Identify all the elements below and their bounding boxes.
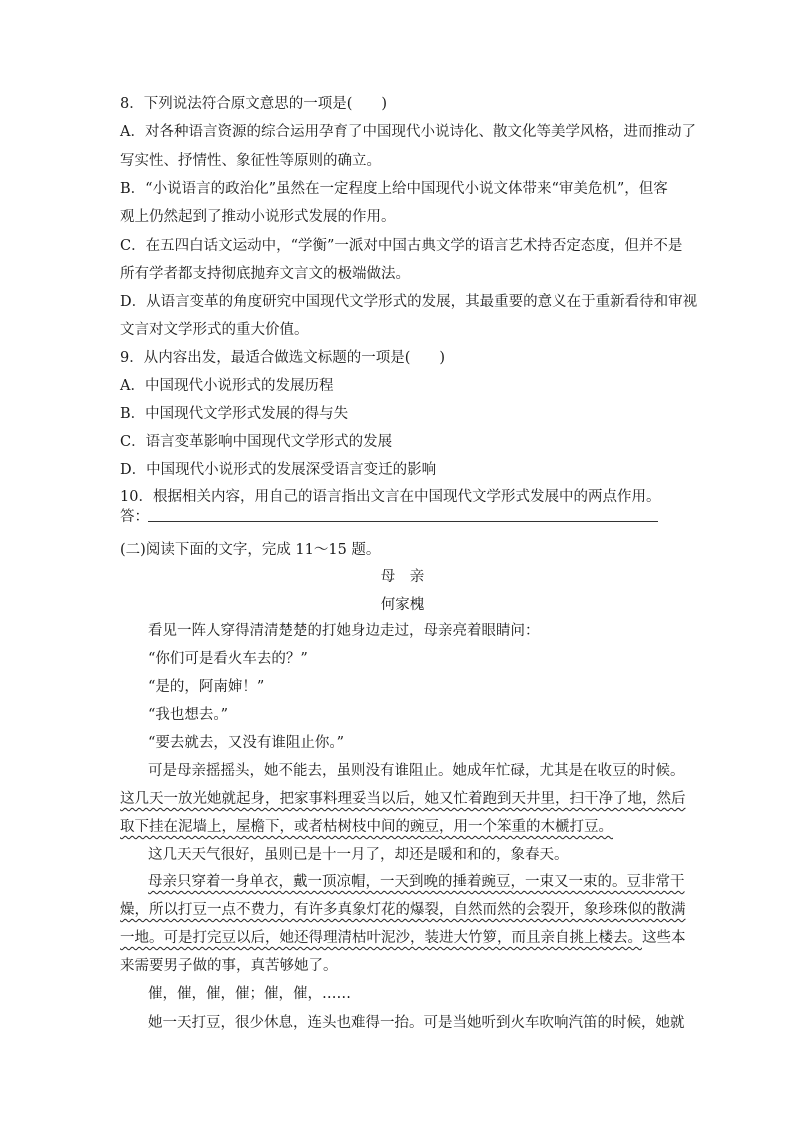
- paragraph-6: 她一天打豆，很少休息，连头也难得一抬。可是当她听到火车吹响汽笛的时候，她就: [148, 1015, 685, 1031]
- q8-option-d-line2: 文言对文学形式的重大价值。: [120, 322, 309, 338]
- dialogue-2: “是的，阿南婶！”: [148, 679, 265, 695]
- dialogue-3: “我也想去。”: [148, 707, 229, 723]
- section-intro: (二)阅读下面的文字，完成 11～15 题。: [120, 542, 381, 558]
- q8-option-c-line1: C．在五四白话文运动中，“学衡”一派对中国古典文学的语言艺术持否定态度，但并不是: [120, 238, 683, 254]
- q10-stem: 10．根据相关内容，用自己的语言指出文言在中国现代文学形式发展中的两点作用。: [120, 489, 661, 505]
- paragraph-2-line2-underlined: 这几天一放光她就起身，把家事料理妥当以后，她又忙着跑到天井里，扫干净了地，然后: [120, 791, 686, 807]
- q9-option-d: D．中国现代小说形式的发展深受语言变迁的影响: [120, 462, 437, 478]
- q8-option-b-line2: 观上仍然起到了推动小说形式发展的作用。: [120, 209, 396, 225]
- answer-blank-line[interactable]: [148, 521, 658, 522]
- paragraph-3: 这几天天气很好，虽则已是十一月了，却还是暖和和的，象春天。: [148, 847, 569, 863]
- q8-option-c-line2: 所有学者都支持彻底抛弃文言文的极端做法。: [120, 266, 410, 282]
- story-title: 母 亲: [380, 569, 425, 585]
- q8-option-a-line2: 写实性、抒情性、象征性等原则的确立。: [120, 153, 381, 169]
- paragraph-4-line1-underlined: 母亲只穿着一身单衣，戴一顶凉帽，一天到晚的捶着豌豆，一束又一束的。豆非常干: [148, 874, 685, 890]
- q9-option-b: B．中国现代文学形式发展的得与失: [120, 406, 349, 422]
- q9-option-c: C．语言变革影响中国现代文学形式的发展: [120, 434, 393, 450]
- paragraph-4-line2-underlined: 燥，所以打豆一点不费力，有许多真象灯花的爆裂，自然而然的会裂开，象珍珠似的散满: [120, 902, 686, 918]
- story-author: 何家槐: [380, 597, 425, 613]
- q8-option-a-line1: A．对各种语言资源的综合运用孕育了中国现代小说诗化、散文化等美学风格，进而推动了: [120, 124, 696, 140]
- answer-label: 答：: [120, 509, 149, 525]
- q8-stem: 8．下列说法符合原文意思的一项是( ): [120, 96, 388, 112]
- paragraph-4-line4: 来需要男子做的事，真苦够她了。: [120, 958, 338, 974]
- q9-option-a: A．中国现代小说形式的发展历程: [120, 378, 334, 394]
- q9-stem: 9．从内容出发，最适合做选文标题的一项是( ): [120, 350, 446, 366]
- dialogue-4: “要去就去，又没有谁阻止你。”: [148, 735, 345, 751]
- paragraph-1: 看见一阵人穿得清清楚楚的打她身边走过，母亲亮着眼睛问：: [148, 623, 540, 639]
- paragraph-2-line1: 可是母亲摇摇头，她不能去，虽则没有谁阻止。她成年忙碌，尤其是在收豆的时候。: [148, 763, 685, 779]
- paragraph-2-line3-underlined: 取下挂在泥墙上，屋檐下，或者枯树枝中间的豌豆，用一个笨重的木榹打豆。: [120, 819, 613, 835]
- q8-option-d-line1: D．从语言变革的角度研究中国现代文学形式的发展，其最重要的意义在于重新看待和审视: [120, 294, 698, 310]
- q8-option-b-line1: B．“小说语言的政治化”虽然在一定程度上给中国现代小说文体带来“审美危机”，但客: [120, 181, 668, 197]
- paragraph-4-line3-rest: 这些本: [642, 930, 686, 946]
- dialogue-1: “你们可是看火车去的？”: [148, 651, 308, 667]
- paragraph-5: 催，催，催，催；催，催，……: [148, 986, 351, 1002]
- paragraph-4-line3-underlined: 一地。可是打完豆以后，她还得理清枯叶泥沙，装进大竹箩，而且亲自挑上楼去。: [120, 930, 642, 946]
